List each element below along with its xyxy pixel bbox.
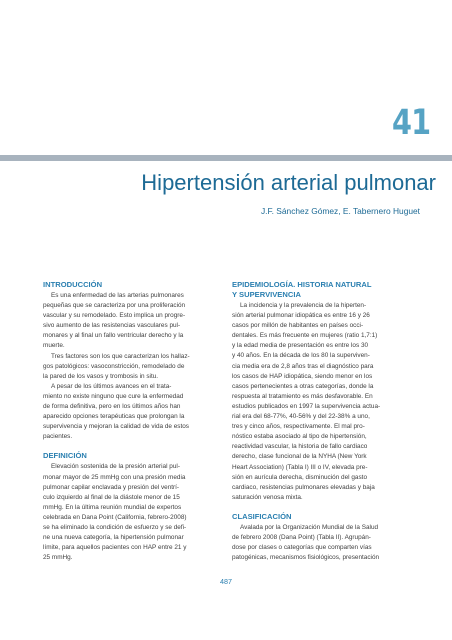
section-heading-introduccion: INTRODUCCIÓN [43,280,103,289]
left-column [43,280,225,563]
right-column [232,280,414,563]
paragraph: Elevación sostenida de la presión arterial pul- monar mayor de 25 mmHg con una presión media pulmonar capilar enclavada y presión del ventrí- culo izquierdo al final de la diástole menor de 15 mmHg. En la última reunión mundial de expertos celebrada en Dana Point (California, febrero-2008) se ha eliminado la condición de esfuerzo y se defi- ne una nueva categoría, la hipertensión pulmonar límite, para aquellos pacientes con HAP entre 21 y 25 mmHg. [43,463,187,562]
chapter-authors: J.F. Sánchez Gómez, E. Tabernero Huguet [260,206,420,216]
section-heading-epidemiologia: EPIDEMIOLOGÍA. HISTORIA NATURAL Y SUPERVIVENCIA [232,280,372,299]
paragraph: La incidencia y la prevalencia de la hiperten- sión arterial pulmonar idiopática es entre 16 y 26 casos por millón de habitantes en países occi- dentales. Es más frecuente en mujeres (ratio 1,7:1) y la edad media de presentación es entre los 30 y 40 años. En la década de los 80 la superviven- cia media era de 2,8 años tras el diagnóstico para los casos de HAP idiopática, siendo menor en los casos pertenecientes a otras categorías, donde la respuesta al tratamiento es más desfavorable. En estudios publicados en 1997 la supervivencia actua- rial era del 68-77%, 40-56% y del 22-38% a uno, tres y cinco años, respectivamente. El mal pro- nóstico estaba asociado al tipo de hipertensión, reactividad vascular, la historia de fallo cardiaco derecho, clase funcional de la NYHA (New York Heart Association) (Tabla I) III o IV, elevada pre- sión en aurícula derecha, disminución del gasto cardiaco, resistencias pulmonares elevadas y baja saturación venosa mixta. [232,302,381,501]
section-heading-definicion: DEFINICIÓN [43,451,87,461]
paragraph: A pesar de los últimos avances en el trata- miento no existe ninguno que cure la enfermedad de forma definitiva, pero en los últimos años han aparecido opciones terapéuticas que prolongan la supervivencia y mejoran la calidad de vida de estos pacientes. [43,382,190,441]
paragraph: Tres factores son los que caracterizan los hallaz- gos patológicos: vasoconstricción, remodelado de la pared de los vasos y trombosis in situ. [43,352,190,380]
paragraph: Avalada por la Organización Mundial de la Salud de febrero 2008 (Dana Point) (Tabla II). Agrupán- dose por clases o categorías que comparten vías patogénicas, mecanismos fisiológicos, presentación [232,523,380,562]
chapter-title: Hipertensión arterial pulmonar [141,170,436,195]
page-number: 487 [220,577,232,586]
chapter-number: 41 [392,103,431,143]
section-heading-clasificacion: CLASIFICACIÓN [232,511,292,521]
header-rule [0,155,452,161]
paragraph: Es una enfermedad de las arterias pulmonares pequeñas que se caracteriza por una proliferación vascular y su remodelado. Esto implica un progre- sivo aumento de las resistencias vasculares pul- monares y al final un fallo ventricular derecho y la muerte. [43,292,186,350]
